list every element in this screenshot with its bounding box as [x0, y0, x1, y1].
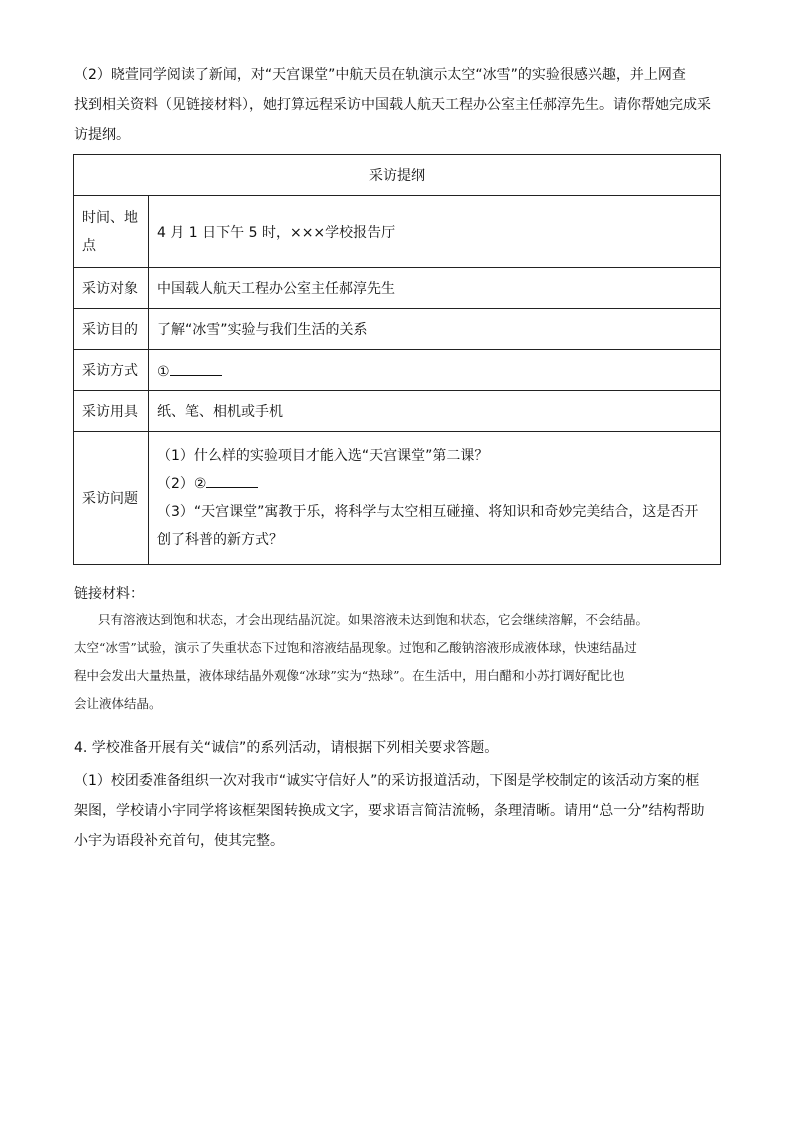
question-4-1-text — [74, 766, 724, 856]
interview-question-2 — [157, 470, 712, 498]
question-4-1-line: 小宇为语段补充首句，使其完整。 — [74, 833, 284, 849]
row-value-questions — [149, 432, 721, 565]
link-material-line: 程中会发出大量热量，液体球结晶外观像“冰球”实为“热球”。在生活中，用白醋和小苏打调好配比也 — [74, 668, 625, 683]
interview-outline-table — [73, 154, 721, 565]
question-4-1-line: （1）校团委准备组织一次对我市“诚实守信好人”的采访报道活动，下图是学校制定的该活动方案的框 — [74, 773, 700, 789]
interview-question-3: （3）“天宫课堂”寓教于乐，将科学与太空相互碰撞、将知识和奇妙完美结合，这是否开创了科普的新方式？ — [157, 504, 699, 548]
interview-question-1: （1）什么样的实验项目才能入选“天宫课堂”第二课？ — [157, 448, 489, 464]
answer-blank-2[interactable] — [206, 473, 258, 488]
link-material-line: 会让液体结晶。 — [74, 696, 162, 711]
row-value-object: 中国载人航天工程办公室主任郝淳先生 — [149, 268, 721, 309]
row-label-purpose: 采访目的 — [74, 309, 149, 350]
link-material-line: 只有溶液达到饱和状态，才会出现结晶沉淀。如果溶液未达到饱和状态，它会继续溶解，不会结晶。 — [98, 612, 649, 627]
row-label-time-line2: 点 — [82, 237, 96, 254]
table-row — [74, 196, 721, 268]
row-label-time — [74, 196, 149, 268]
link-material-text — [74, 606, 724, 718]
blank-marker-1: ① — [157, 363, 170, 380]
row-value-tools: 纸、笔、相机或手机 — [149, 391, 721, 432]
table-row — [74, 309, 721, 350]
row-label-questions: 采访问题 — [74, 432, 149, 565]
answer-blank-1[interactable] — [170, 361, 222, 376]
question-2-line: 访提纲。 — [74, 127, 130, 143]
row-label-time-line1: 时间、地 — [82, 209, 138, 226]
outline-title: 采访提纲 — [74, 155, 721, 196]
row-label-object: 采访对象 — [74, 268, 149, 309]
table-row — [74, 268, 721, 309]
row-label-method: 采访方式 — [74, 350, 149, 391]
table-row — [74, 391, 721, 432]
row-label-tools: 采访用具 — [74, 391, 149, 432]
table-row — [74, 432, 721, 565]
link-material-label: 链接材料： — [74, 586, 144, 602]
question-2-text — [74, 60, 724, 150]
row-value-method — [149, 350, 721, 391]
row-value-time: 4 月 1 日下午 5 时，×××学校报告厅 — [149, 196, 721, 268]
interview-question-2-prefix: （2）② — [157, 476, 207, 492]
question-4-1-line: 架图，学校请小宇同学将该框架图转换成文字，要求语言简洁流畅，条理清晰。请用“总一分”结构帮助 — [74, 803, 705, 819]
question-2-line: （2）晓萱同学阅读了新闻，对“天宫课堂”中航天员在轨演示太空“冰雪”的实验很感兴趣，并上网查 — [74, 67, 686, 83]
link-material-line: 太空“冰雪”试验，演示了失重状态下过饱和溶液结晶现象。过饱和乙酸钠溶液形成液体球，快速结晶过 — [74, 640, 637, 655]
question-2-line: 找到相关资料（见链接材料），她打算远程采访中国载人航天工程办公室主任郝淳先生。请你帮她完成采 — [74, 97, 711, 113]
row-value-purpose: 了解“冰雪”实验与我们生活的关系 — [149, 309, 721, 350]
question-4-intro: 4. 学校准备开展有关“诚信”的系列活动，请根据下列相关要求答题。 — [74, 740, 499, 756]
table-row — [74, 350, 721, 391]
